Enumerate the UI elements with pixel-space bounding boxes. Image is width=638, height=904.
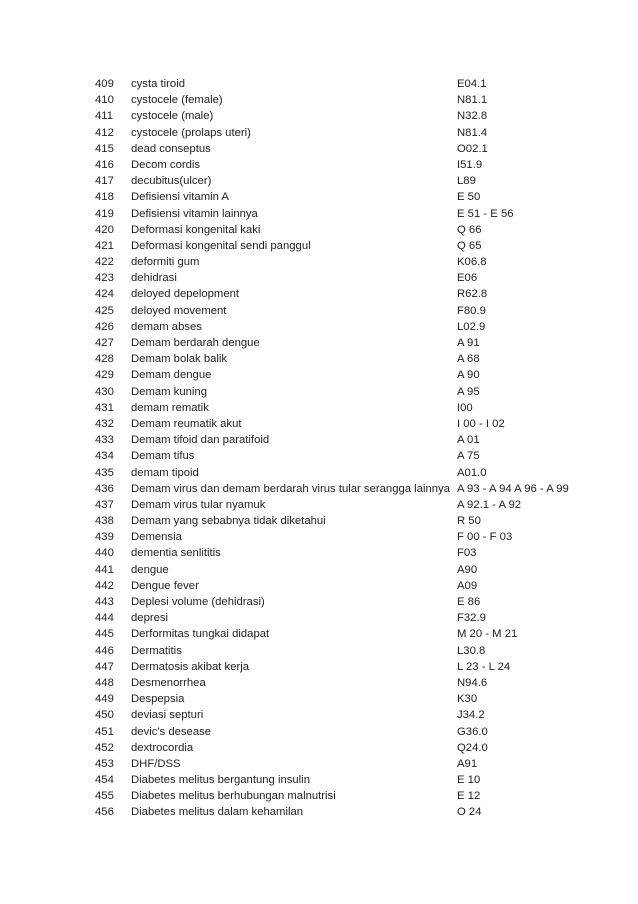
icd-code: N94.6 [457, 676, 488, 689]
row-number: 429 [95, 369, 114, 382]
icd-code: A91 [457, 757, 478, 770]
icd-code: Q 65 [457, 239, 482, 252]
icd-code: A 91 [457, 337, 480, 349]
table-row [0, 367, 638, 383]
table-row [0, 416, 638, 432]
table-row [0, 270, 638, 286]
row-number: 418 [95, 191, 114, 204]
table-row [0, 756, 638, 772]
table-row [0, 772, 638, 788]
diagnosis-name: Demam kuning [131, 385, 207, 398]
table-row [0, 92, 638, 108]
table-row [0, 432, 638, 448]
row-number: 449 [95, 693, 114, 706]
icd-code: J34.2 [457, 709, 485, 722]
row-number: 416 [95, 158, 114, 171]
table-row [0, 740, 638, 756]
diagnosis-name: Demam tifus [131, 450, 195, 463]
diagnosis-name: dengue [131, 563, 169, 576]
icd-code: O02.1 [457, 142, 488, 155]
row-number: 455 [95, 790, 114, 803]
table-row [0, 222, 638, 238]
row-number: 422 [95, 256, 114, 269]
diagnosis-name: dehidrasi [131, 272, 177, 285]
row-number: 456 [95, 806, 114, 819]
diagnosis-name: Diabetes melitus berhubungan malnutrisi [131, 790, 336, 803]
row-number: 419 [95, 207, 114, 220]
diagnosis-name: Dengue fever [131, 579, 199, 592]
diagnosis-name: DHF/DSS [131, 757, 181, 770]
row-number: 445 [95, 628, 114, 641]
table-row [0, 626, 638, 642]
diagnosis-name: Despepsia [131, 693, 185, 706]
diagnosis-name: demam abses [131, 320, 202, 333]
row-number: 434 [95, 450, 114, 463]
icd-code: A01.0 [457, 466, 487, 479]
diagnosis-name: depresi [131, 612, 169, 625]
diagnosis-name: Deplesi volume (dehidrasi) [131, 596, 265, 608]
table-row [0, 206, 638, 222]
icd-code: A90 [457, 563, 478, 576]
table-row [0, 659, 638, 675]
icd-code: A 68 [457, 353, 480, 366]
diagnosis-name: decubitus(ulcer) [131, 175, 212, 188]
diagnosis-name: Diabetes melitus bergantung insulin [131, 774, 310, 787]
diagnosis-name: deloyed movement [131, 304, 227, 317]
icd-code: N81.4 [457, 126, 488, 139]
table-row [0, 125, 638, 141]
diagnosis-name: demam rematik [131, 401, 209, 414]
icd-code: E 10 [457, 774, 481, 787]
table-row [0, 400, 638, 416]
icd-code: A09 [457, 579, 478, 592]
table-row [0, 562, 638, 578]
row-number: 421 [95, 239, 114, 252]
icd-code: I51.9 [457, 158, 483, 171]
icd-code: G36.0 [457, 725, 488, 738]
row-number: 432 [95, 417, 114, 430]
row-number: 452 [95, 741, 114, 754]
icd-code: F32.9 [457, 612, 486, 625]
table-row [0, 173, 638, 189]
table-row [0, 286, 638, 302]
row-number: 436 [95, 482, 114, 495]
row-number: 446 [95, 644, 114, 657]
row-number: 437 [95, 498, 114, 511]
row-number: 442 [95, 579, 114, 592]
row-number: 423 [95, 272, 114, 285]
table-row [0, 254, 638, 270]
row-number: 448 [95, 676, 114, 689]
icd-code: N81.1 [457, 94, 488, 107]
table-row [0, 497, 638, 513]
icd-code: F80.9 [457, 304, 486, 317]
diagnosis-name: Dermatitis [131, 644, 182, 657]
table-row [0, 724, 638, 740]
table-row [0, 303, 638, 319]
table-row [0, 707, 638, 723]
icd-code: F 00 - F 03 [457, 531, 513, 544]
diagnosis-name: dementia senlititis [131, 547, 221, 560]
row-number: 454 [95, 774, 114, 787]
diagnosis-name: Derformitas tungkai didapat [131, 628, 270, 641]
table-row [0, 141, 638, 157]
table-row [0, 319, 638, 335]
table-row [0, 610, 638, 626]
row-number: 410 [95, 94, 114, 107]
diagnosis-name: Demam dengue [131, 369, 212, 382]
icd-code: E06 [457, 272, 478, 285]
diagnosis-name: Defisiensi vitamin lainnya [131, 207, 258, 220]
row-number: 433 [95, 434, 114, 447]
row-number: 443 [95, 596, 114, 608]
table-row [0, 108, 638, 124]
row-number: 428 [95, 353, 114, 366]
icd-code: E 50 [457, 191, 481, 204]
row-number: 453 [95, 757, 114, 770]
table-row [0, 545, 638, 561]
diagnosis-name: deviasi septuri [131, 709, 204, 722]
row-number: 412 [95, 126, 114, 139]
icd-code: M 20 - M 21 [457, 628, 518, 641]
table-row [0, 157, 638, 173]
icd-code: Q24.0 [457, 741, 488, 754]
table-row [0, 578, 638, 594]
table-row [0, 448, 638, 464]
diagnosis-name: deformiti gum [131, 256, 200, 269]
table-row [0, 481, 638, 497]
icd-code: F03 [457, 547, 477, 560]
diagnosis-name: Deformasi kongenital sendi panggul [131, 239, 311, 252]
table-row [0, 529, 638, 545]
row-number: 438 [95, 515, 114, 528]
diagnosis-name: Diabetes melitus dalam kehamilan [131, 806, 304, 819]
row-number: 417 [95, 175, 114, 188]
diagnosis-name: Demam bolak balik [131, 353, 228, 366]
icd-code: A 93 - A 94 A 96 - A 99 [457, 482, 569, 495]
icd-code: I 00 - I 02 [457, 417, 505, 430]
diagnosis-name: Desmenorrhea [131, 676, 206, 689]
diagnosis-name: dextrocordia [131, 741, 194, 754]
icd-code: L30.8 [457, 644, 486, 657]
icd-code: A 90 [457, 369, 480, 382]
icd-code: K06.8 [457, 256, 487, 269]
diagnosis-name: Demam virus dan demam berdarah virus tular serangga lainnya [131, 482, 450, 495]
diagnosis-name: Demam tifoid dan paratifoid [131, 434, 270, 447]
row-number: 426 [95, 320, 114, 333]
row-number: 411 [95, 110, 114, 123]
table-row [0, 238, 638, 254]
diagnosis-name: cystocele (female) [131, 94, 223, 107]
row-number: 451 [95, 725, 114, 738]
icd-code: E 51 - E 56 [457, 207, 514, 220]
diagnosis-name: devic's desease [131, 725, 212, 738]
diagnosis-name: Deformasi kongenital kaki [131, 223, 261, 236]
table-row [0, 351, 638, 367]
icd-code: A 92.1 - A 92 [457, 498, 522, 511]
diagnosis-name: deloyed depelopment [131, 288, 240, 301]
table-row [0, 804, 638, 820]
diagnosis-name: cystocele (male) [131, 110, 214, 123]
icd-code: A 01 [457, 434, 480, 447]
icd-code: E 12 [457, 790, 481, 803]
table-row [0, 384, 638, 400]
table-row [0, 465, 638, 481]
diagnosis-name: cystocele (prolaps uteri) [131, 126, 251, 139]
diagnosis-code-list [0, 76, 638, 821]
row-number: 441 [95, 563, 114, 576]
diagnosis-name: dead conseptus [131, 142, 211, 155]
icd-code: L 23 - L 24 [457, 660, 511, 673]
table-row [0, 594, 638, 610]
icd-code: N32.8 [457, 110, 488, 123]
table-row [0, 513, 638, 529]
row-number: 431 [95, 401, 114, 414]
icd-code: E 86 [457, 596, 481, 608]
row-number: 430 [95, 385, 114, 398]
row-number: 427 [95, 337, 114, 349]
row-number: 424 [95, 288, 114, 301]
diagnosis-name: Decom cordis [131, 158, 201, 171]
table-row [0, 691, 638, 707]
diagnosis-name: Demam virus tular nyamuk [131, 498, 266, 511]
row-number: 409 [95, 78, 114, 90]
diagnosis-name: Demam berdarah dengue [131, 337, 260, 349]
icd-code: L02.9 [457, 320, 486, 333]
row-number: 425 [95, 304, 114, 317]
diagnosis-name: Defisiensi vitamin A [131, 191, 229, 204]
table-row [0, 643, 638, 659]
icd-code: Q 66 [457, 223, 482, 236]
icd-code: A 95 [457, 385, 480, 398]
icd-code: K30 [457, 693, 478, 706]
row-number: 439 [95, 531, 114, 544]
row-number: 447 [95, 660, 114, 673]
row-number: 450 [95, 709, 114, 722]
row-number: 444 [95, 612, 114, 625]
diagnosis-name: demam tipoid [131, 466, 199, 479]
row-number: 415 [95, 142, 114, 155]
table-row [0, 189, 638, 205]
icd-code: E04.1 [457, 78, 487, 90]
table-row [0, 675, 638, 691]
icd-code: A 75 [457, 450, 480, 463]
icd-code: R 50 [457, 515, 481, 528]
diagnosis-name: Demam reumatik akut [131, 417, 242, 430]
row-number: 435 [95, 466, 114, 479]
diagnosis-name: Demam yang sebabnya tidak diketahui [131, 515, 326, 528]
diagnosis-name: Dermatosis akibat kerja [131, 660, 250, 673]
diagnosis-name: cysta tiroid [131, 78, 185, 90]
table-row [0, 76, 638, 92]
diagnosis-name: Demensia [131, 531, 182, 544]
icd-code: I00 [457, 401, 473, 414]
table-row [0, 335, 638, 351]
row-number: 440 [95, 547, 114, 560]
row-number: 420 [95, 223, 114, 236]
table-row [0, 788, 638, 804]
icd-code: L89 [457, 175, 476, 188]
icd-code: O 24 [457, 806, 482, 819]
icd-code: R62.8 [457, 288, 488, 301]
